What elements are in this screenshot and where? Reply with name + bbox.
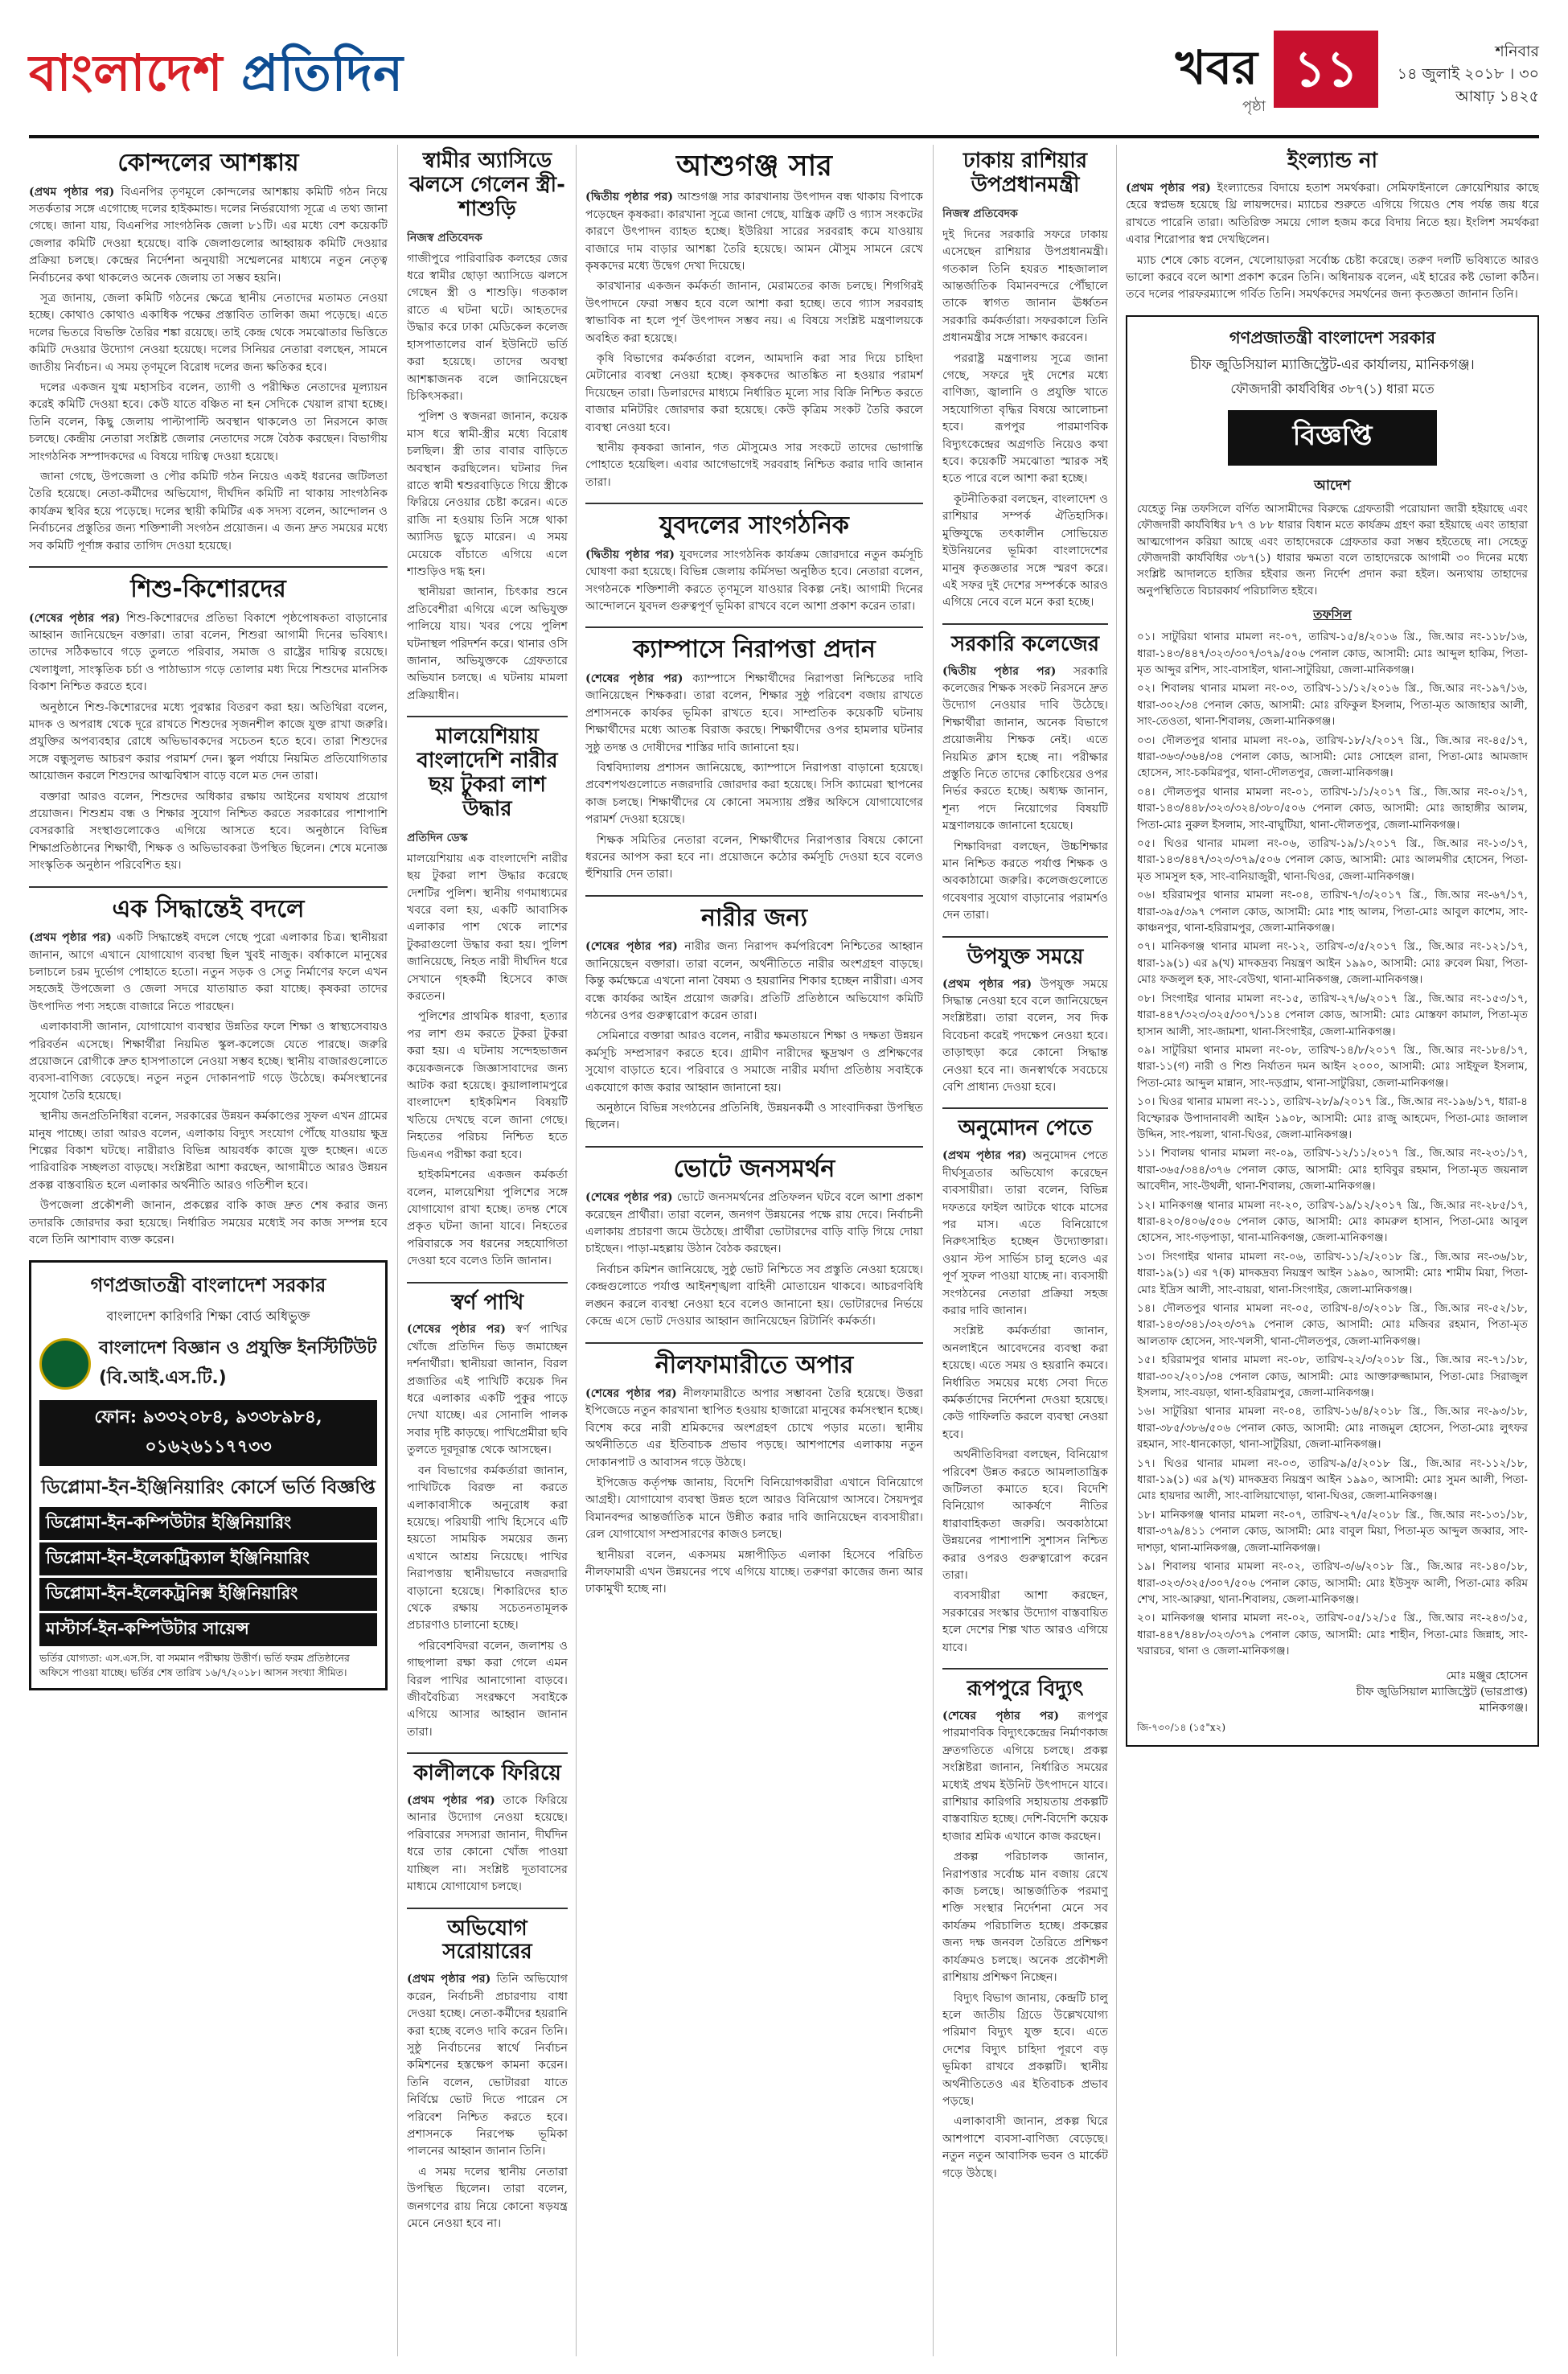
story-acid	[407, 150, 568, 704]
list-item: ০৯। সাটুরিয়া থানার মামলা নং-০৮, তারিখ-১৪/৮/২০১৭ খ্রি., জি.আর নং-১৮৪/১৭, ধারা-১১(গ) নারী ও শিশু নির্যাতন দমন আইন ২০০০, আসামী: মোঃ সাইফুল ইসলাম, পিতা-মোঃ আব্দুল মান্নান, সাং-দড়গ্রাম, থানা-সাটুরিয়া, জেলা-মানিকগঞ্জ।	[1137, 1043, 1528, 1090]
ad-affiliation: বাংলাদেশ কারিগরি শিক্ষা বোর্ড অধিভুক্ত	[106, 1308, 310, 1325]
list-item: ১০। ঘিওর থানার মামলা নং-১১, তারিখ-২৮/৯/২০১৭ খ্রি., জি.আর নং-১৯৬/১৭, ধারা-৪ বিস্ফোরক উপাদানাবলী আইন ১৯০৮, আসামী: মোঃ রাজু আহমেদ, পিতা-মোঃ জালাল উদ্দিন, সাং-পয়লা, থানা-ঘিওর, জেলা-মানিকগঞ্জ।	[1137, 1095, 1528, 1141]
page-label: পৃষ্ঠা	[1242, 98, 1266, 115]
story-divider	[585, 1342, 923, 1344]
notice-order: আদেশ	[1314, 477, 1351, 494]
story-divider	[585, 503, 923, 504]
paragraph: ইংল্যান্ডের বিদায়ে হতাশ সমর্থকরা। সেমিফাইনালে ক্রোয়েশিয়ার কাছে হেরে স্বপ্নভঙ্গ হয়েছে থ্রি লায়ন্সদের। ম্যাচের শুরুতে এগিয়ে গিয়েও শেষ পর্যন্ত জয় ধরে রাখতে পারেনি তারা। অতিরিক্ত সময়ে গোল হজম করে বিদায় নিতে হয়। ইংলিশ সমর্থকরা এবার শিরোপার স্বপ্ন দেখছিলেন।	[1126, 181, 1539, 247]
story-anumodon	[942, 1117, 1108, 1657]
story-ek-siddhanta	[29, 896, 388, 1250]
story-divider	[942, 623, 1108, 625]
story-divider	[585, 1146, 923, 1148]
list-item: ০৬। হরিরামপুর থানার মামলা নং-০৪, তারিখ-৭/৩/২০১৭ খ্রি., জি.আর নং-৬৭/১৭, ধারা-৩৯৫/৩৯৭ পেনাল কোড, আসামী: মোঃ শাহ আলম, পিতা-মোঃ আবুল কাশেম, সাং-কাঞ্চনপুর, থানা-হরিরামপুর, জেলা-মানিকগঞ্জ।	[1137, 889, 1528, 935]
story-body	[585, 1189, 923, 1330]
paragraph: জানা গেছে, উপজেলা ও পৌর কমিটি গঠন নিয়েও একই ধরনের জটিলতা তৈরি হয়েছে। নেতা-কর্মীদের অভিযোগ, দীর্ঘদিন কমিটি না থাকায় সাংগঠনিক কার্যক্রম স্থবির হয়ে পড়েছে। দলের স্থায়ী কমিটির এক সদস্য বলেন, আন্দোলন ও নির্বাচনের প্রস্তুতির জন্য শক্তিশালী সংগঠন প্রয়োজন। এ জন্য দ্রুত সময়ের মধ্যে সব কমিটি পূর্ণাঙ্গ করার তাগিদ দেওয়া হয়েছে।	[29, 470, 388, 552]
column-divider	[397, 145, 398, 2356]
list-item: ১৮। মানিকগঞ্জ থানার মামলা নং-০৭, তারিখ-২৭/৫/২০১৮ খ্রি., জি.আর নং-১৩১/১৮, ধারা-৩৭৯/৪১১ পেনাল কোড, আসামী: মোঃ বাবুল মিয়া, পিতা-মৃত আব্দুল জব্বার, সাং-দাশড়া, থানা-মানিকগঞ্জ, জেলা-মানিকগঞ্জ।	[1137, 1508, 1528, 1555]
story-headline[interactable]: স্বামীর অ্যাসিডে ঝলসে গেলেন স্ত্রী-শাশুড়ি	[409, 149, 565, 221]
list-item: ০৮। সিংগাইর থানার মামলা নং-১৫, তারিখ-২৭/৬/২০১৭ খ্রি., জি.আর নং-১৫৩/১৭, ধারা-৪৪৭/৩২৩/৩২৫/৩০৭/১১৪ পেনাল কোড, আসামী: মোঃ মোস্তফা কামাল, পিতা-মৃত হাসান আলী, সাং-জামশা, থানা-সিংগাইর, জেলা-মানিকগঞ্জ।	[1137, 992, 1528, 1038]
story-divider	[407, 1908, 568, 1909]
column-divider	[576, 145, 577, 2356]
paragraph: উপজেলা প্রকৌশলী জানান, প্রকল্পের বাকি কাজ দ্রুত শেষ করার জন্য তদারকি জোরদার করা হয়েছে। নির্ধারিত সময়ের মধ্যেই সব কাজ সম্পন্ন হবে বলে তিনি আশাবাদ ব্যক্ত করেন।	[29, 1199, 388, 1247]
ad-course-item: ডিপ্লোমা-ইন-কম্পিউটার ইঞ্জিনিয়ারিং	[39, 1507, 377, 1540]
list-item: ১৩। সিংগাইর থানার মামলা নং-০৬, তারিখ-১১/২/২০১৮ খ্রি., জি.আর নং-৩৬/১৮, ধারা-১৯(১) এর ৭(ক) মাদকদ্রব্য নিয়ন্ত্রণ আইন ১৯৯০, আসামী: মোঃ শামীম মিয়া, পিতা-মোঃ ইদ্রিস আলী, সাং-বায়রা, থানা-সিংগাইর, জেলা-মানিকগঞ্জ।	[1137, 1250, 1528, 1296]
list-item: ০৭। মানিকগঞ্জ থানার মামলা নং-১২, তারিখ-৩/৫/২০১৭ খ্রি., জি.আর নং-১২১/১৭, ধারা-১৯(১) এর ৯(খ) মাদকদ্রব্য নিয়ন্ত্রণ আইন ১৯৯০, আসামী: মোঃ রুবেল মিয়া, পিতা-মোঃ ফজলুল হক, সাং-বেউথা, থানা-মানিকগঞ্জ, জেলা-মানিকগঞ্জ।	[1137, 940, 1528, 987]
continuation-ref: (দ্বিতীয় পৃষ্ঠার পর)	[942, 664, 1057, 678]
paragraph: ক্যাম্পাসে শিক্ষার্থীদের নিরাপত্তা নিশ্চিতের দাবি জানিয়েছেন শিক্ষকরা। তারা বলেন, শিক্ষার সুষ্ঠু পরিবেশ বজায় রাখতে প্রশাসনকে কার্যকর ভূমিকা রাখতে হবে। সাম্প্রতিক কয়েকটি ঘটনায় শিক্ষার্থীদের মধ্যে আতঙ্ক বিরাজ করছে। শিক্ষার্থীদের ওপর হামলার ঘটনার সুষ্ঠু তদন্ত ও দোষীদের শাস্তির দাবি জানানো হয়।	[585, 672, 923, 754]
story-body	[942, 976, 1108, 1097]
paragraph: এ সময় দলের স্থানীয় নেতারা উপস্থিত ছিলেন। তারা বলেন, জনগণের রায় নিয়ে কোনো ষড়যন্ত্র মেনে নেওয়া হবে না।	[407, 2165, 568, 2230]
list-item: ০২। শিবালয় থানার মামলা নং-০৩, তারিখ-১১/১২/২০১৬ খ্রি., জি.আর নং-১৯৭/১৬, ধারা-৩০২/৩৪ পেনাল কোড, আসামী: মোঃ রফিকুল ইসলাম, পিতা-মৃত আজাহার আলী, সাং-তেওতা, থানা-শিবালয়, জেলা-মানিকগঞ্জ।	[1137, 682, 1528, 729]
story-body	[29, 184, 388, 556]
story-body	[585, 671, 923, 884]
story-nilphamari	[585, 1352, 923, 1599]
story-divider	[407, 1752, 568, 1754]
column-1	[29, 145, 388, 2356]
section-title: খবর	[1175, 40, 1258, 95]
paragraph: প্রকল্প পরিচালক জানান, নিরাপত্তার সর্বোচ্চ মান বজায় রেখে কাজ চলছে। আন্তর্জাতিক পরমাণু শক্তি সংস্থার নির্দেশনা মেনে সব কার্যক্রম পরিচালিত হচ্ছে। প্রকল্পের জন্য দক্ষ জনবল তৈরিতে প্রশিক্ষণ কার্যক্রমও চলছে। অনেক প্রকৌশলী রাশিয়ায় প্রশিক্ষণ নিচ্ছেন।	[942, 1850, 1108, 1985]
paragraph: শিশু-কিশোরদের প্রতিভা বিকাশে পৃষ্ঠপোষকতা বাড়ানোর আহ্বান জানিয়েছেন বক্তারা। তারা বলেন, শিশুরা আগামী দিনের ভবিষ্যৎ। তাদের সঠিকভাবে গড়ে তুলতে পরিবার, সমাজ ও রাষ্ট্রের দায়িত্ব রয়েছে। খেলাধুলা, সাংস্কৃতিক চর্চা ও পাঠাভ্যাস গড়ে তোলার মধ্য দিয়ে শিশুদের মানসিক বিকাশ নিশ্চিত করতে হবে।	[29, 611, 388, 694]
paragraph: আশুগঞ্জ সার কারখানায় উৎপাদন বন্ধ থাকায় বিপাকে পড়েছেন কৃষকরা। কারখানা সূত্রে জানা গেছে, যান্ত্রিক ত্রুটি ও গ্যাস সংকটের কারণে উৎপাদন ব্যাহত হচ্ছে। ইউরিয়া সারের সরবরাহ কমে যাওয়ায় বাজারে দাম বাড়ার আশঙ্কা তৈরি হয়েছে। আমন মৌসুম সামনে রেখে কৃষকদের মধ্যে উদ্বেগ দেখা দিয়েছে।	[585, 191, 923, 273]
story-body	[942, 1708, 1108, 2183]
story-headline[interactable]: আশুগঞ্জ সার	[676, 150, 832, 183]
story-malaysia	[407, 725, 568, 1270]
story-headline[interactable]: শিশু-কিশোরদের	[130, 575, 286, 604]
notice-tag: বিজ্ঞপ্তি	[1228, 410, 1437, 466]
ad-gov-title: গণপ্রজাতন্ত্রী বাংলাদেশ সরকার	[90, 1274, 326, 1297]
continuation-ref: (দ্বিতীয় পৃষ্ঠার পর)	[585, 191, 674, 204]
paragraph: অনুষ্ঠানে বিভিন্ন সংগঠনের প্রতিনিধি, উন্নয়নকর্মী ও সাংবাদিকরা উপস্থিত ছিলেন।	[585, 1101, 923, 1132]
issue-full-date: ১৪ জুলাই ২০১৮ । ৩০ আষাঢ় ১৪২৫	[1397, 65, 1539, 105]
continuation-ref: (প্রথম পৃষ্ঠার পর)	[1126, 181, 1211, 195]
paragraph: অনুষ্ঠানে শিশু-কিশোরদের মধ্যে পুরস্কার বিতরণ করা হয়। অতিথিরা বলেন, মাদক ও অপরাধ থেকে দূরে রাখতে শিশুদের সৃজনশীল কাজে যুক্ত রাখা জরুরি। প্রযুক্তির অপব্যবহার রোধে অভিভাবকদের সচেতন হতে হবে। তারা শিশুদের সঙ্গে বন্ধুসুলভ আচরণ করার পরামর্শ দেন। স্কুল পর্যায়ে নিয়মিত প্রতিযোগিতার আয়োজন করলে শিশুদের আত্মবিশ্বাস বাড়ে বলে মত দেন তারা।	[29, 700, 388, 783]
paragraph: কৃষি বিভাগের কর্মকর্তারা বলেন, আমদানি করা সার দিয়ে চাহিদা মেটানোর ব্যবস্থা নেওয়া হচ্ছে। কৃষকদের আতঙ্কিত না হওয়ার পরামর্শ দিয়েছেন তারা। ডিলারদের মাধ্যমে নির্ধারিত মূল্যে সার বিক্রি নিশ্চিত করতে বাজার মনিটরিং জোরদার করা হয়েছে। কেউ কৃত্রিম সংকট তৈরি করলে ব্যবস্থা নেওয়া হবে।	[585, 352, 923, 434]
issue-day: শনিবার	[1495, 43, 1539, 60]
story-headline[interactable]: ভোটে জনসমর্থন	[673, 1154, 835, 1183]
court-notice[interactable]	[1126, 315, 1539, 1747]
story-body	[407, 251, 568, 705]
signer-place: মানিকগঞ্জ।	[1479, 1701, 1528, 1715]
story-body	[407, 851, 568, 1271]
story-headline[interactable]: ঢাকায় রাশিয়ার উপপ্রধানমন্ত্রী	[963, 149, 1088, 197]
paragraph: রূপপুর পারমাণবিক বিদ্যুৎকেন্দ্রের নির্মাণকাজ দ্রুতগতিতে এগিয়ে চলছে। প্রকল্প সংশ্লিষ্টরা জানান, নির্ধারিত সময়ের মধ্যেই প্রথম ইউনিট উৎপাদনে যাবে। রাশিয়ার কারিগরি সহায়তায় প্রকল্পটি বাস্তবায়িত হচ্ছে। দেশি-বিদেশি কয়েক হাজার শ্রমিক এখানে কাজ করছেন।	[942, 1710, 1108, 1843]
story-byline: নিজস্ব প্রতিবেদক	[942, 207, 1018, 220]
story-divider	[942, 936, 1108, 938]
paragraph: কারখানার একজন কর্মকর্তা জানান, মেরামতের কাজ চলছে। শিগগিরই উৎপাদনে ফেরা সম্ভব হবে বলে আশা করা হচ্ছে। তবে গ্যাস সরবরাহ স্বাভাবিক না হলে পূর্ণ উৎপাদন সম্ভব নয়। এ বিষয়ে সংশ্লিষ্ট মন্ত্রণালয়কে অবহিত করা হয়েছে।	[585, 280, 923, 345]
logo-part-a: বাংলাদেশ	[29, 43, 242, 102]
story-divider	[407, 1282, 568, 1284]
notice-signature	[1137, 1668, 1528, 1716]
ad-course-title: ডিপ্লোমা-ইন-ইঞ্জিনিয়ারিং কোর্সে ভর্তি বিজ্ঞপ্তি	[41, 1477, 376, 1499]
ad-fine-print: ভর্তির যোগ্যতা: এস.এস.সি. বা সমমান পরীক্ষায় উত্তীর্ণ। ভর্তি ফরম প্রতিষ্ঠানের অফিসে পাওয়া যাচ্ছে। ভর্তির শেষ তারিখ ১৬/৭/২০১৮। আসন সংখ্যা সীমিত।	[39, 1652, 350, 1679]
story-russia	[942, 150, 1108, 612]
continuation-ref: (শেষের পৃষ্ঠার পর)	[407, 1323, 506, 1337]
paragraph: তাকে ফিরিয়ে আনার উদ্যোগ নেওয়া হয়েছে। পরিবারের সদস্যরা জানান, দীর্ঘদিন ধরে তার কোনো খোঁজ পাওয়া যাচ্ছিল না। সংশ্লিষ্ট দূতাবাসের মাধ্যমে যোগাযোগ চলছে।	[407, 1794, 568, 1894]
story-divider	[29, 566, 388, 568]
column-3	[585, 145, 923, 2356]
story-headline[interactable]: নারীর জন্য	[700, 903, 808, 932]
story-divider	[585, 895, 923, 897]
paragraph: ইপিজেড কর্তৃপক্ষ জানায়, বিদেশি বিনিয়োগকারীরা এখানে বিনিয়োগে আগ্রহী। যোগাযোগ ব্যবস্থা উন্নত হলে আরও বিনিয়োগ আসবে। সৈয়দপুর বিমানবন্দর আন্তর্জাতিক মানে উন্নীত করার দাবি জানিয়েছেন ব্যবসায়ীরা। রেল যোগাযোগ সম্প্রসারণের কাজও চলছে।	[585, 1477, 923, 1542]
list-item: ০৩। দৌলতপুর থানার মামলা নং-০৯, তারিখ-১৮/২/২০১৭ খ্রি., জি.আর নং-৪৫/১৭, ধারা-৩৬৩/৩৬৪/৩৪ পেনাল কোড, আসামী: মোঃ সোহেল রানা, পিতা-মোঃ আমজাদ হোসেন, সাং-চকমিরপুর, থানা-দৌলতপুর, জেলা-মানিকগঞ্জ।	[1137, 733, 1528, 780]
paragraph: হাইকমিশনের একজন কর্মকর্তা বলেন, মালয়েশিয়া পুলিশের সঙ্গে যোগাযোগ রাখা হচ্ছে। তদন্ত শেষে প্রকৃত ঘটনা জানা যাবে। নিহতের পরিবারকে সব ধরনের সহযোগিতা দেওয়া হবে বলেও তিনি জানান।	[407, 1169, 568, 1268]
paragraph: পুলিশ ও স্বজনরা জানান, কয়েক মাস ধরে স্বামী-স্ত্রীর মধ্যে বিরোধ চলছিল। স্ত্রী তার বাবার বাড়িতে অবস্থান করছিলেন। ঘটনার দিন রাতে স্বামী শ্বশুরবাড়িতে গিয়ে স্ত্রীকে ফিরিয়ে নেওয়ার চেষ্টা করেন। এতে রাজি না হওয়ায় তিনি সঙ্গে থাকা অ্যাসিড ছুড়ে মারেন। এ সময় মেয়েকে বাঁচাতে এগিয়ে এলে শাশুড়িও দগ্ধ হন।	[407, 410, 568, 578]
story-body	[942, 1148, 1108, 1657]
story-headline[interactable]: রূপপুরে বিদ্যুৎ	[967, 1677, 1084, 1702]
column-2	[407, 145, 568, 2356]
paragraph: দুই দিনের সরকারি সফরে ঢাকায় এসেছেন রাশিয়ার উপপ্রধানমন্ত্রী। গতকাল তিনি হযরত শাহজালাল আন্তর্জাতিক বিমানবন্দরে পৌঁছালে তাকে স্বাগত জানান ঊর্ধ্বতন সরকারি কর্মকর্তারা। সফরকালে তিনি প্রধানমন্ত্রীর সঙ্গে সাক্ষাৎ করবেন।	[942, 228, 1108, 345]
signer-name: মোঃ মঞ্জুর হোসেন	[1446, 1669, 1528, 1682]
notice-schedule	[1137, 629, 1528, 1659]
story-headline[interactable]: অনুমোদন পেতে	[958, 1116, 1093, 1141]
continuation-ref: (প্রথম পৃষ্ঠার পর)	[407, 1973, 491, 1986]
story-headline[interactable]: নীলফামারীতে অপার	[655, 1350, 854, 1379]
paragraph: স্বর্ণ পাখির খোঁজে প্রতিদিন ভিড় জমাচ্ছেন দর্শনার্থীরা। স্থানীয়রা জানান, বিরল প্রজাতির এই পাখিটি কয়েক দিন ধরে এলাকার একটি পুকুর পাড়ে দেখা যাচ্ছে। এর সোনালি পালক সবার দৃষ্টি কাড়ছে। পাখিপ্রেমীরা ছবি তুলতে দূরদূরান্ত থেকে আসছেন।	[407, 1323, 568, 1457]
story-headline[interactable]: উপযুক্ত সময়ে	[967, 944, 1084, 969]
notice-schedule-title: তফসিল	[1313, 607, 1352, 622]
paragraph: স্থানীয় কৃষকরা জানান, গত মৌসুমেও সার সংকটে তাদের ভোগান্তি পোহাতে হয়েছিল। এবার আগেভাগেই সরবরাহ নিশ্চিত করার দাবি জানান তারা।	[585, 442, 923, 489]
continuation-ref: (প্রথম পৃষ্ঠার পর)	[29, 185, 115, 199]
list-item: ১৬। সাটুরিয়া থানার মামলা নং-০৪, তারিখ-১৬/৪/২০১৮ খ্রি., জি.আর নং-৯৩/১৮, ধারা-৩৮৫/৩৮৬/৫০৬ পেনাল কোড, আসামী: মোঃ নাজমুল হোসেন, পিতা-মোঃ লুৎফর রহমান, সাং-ধানকোড়া, থানা-সাটুরিয়া, জেলা-মানিকগঞ্জ।	[1137, 1405, 1528, 1452]
story-body	[585, 547, 923, 616]
paragraph: স্থানীয় জনপ্রতিনিধিরা বলেন, সরকারের উন্নয়ন কর্মকাণ্ডের সুফল এখন গ্রামের মানুষ পাচ্ছে। তারা আরও বলেন, এলাকায় বিদ্যুৎ সংযোগ পৌঁছে যাওয়ায় ক্ষুদ্র শিল্পের বিকাশ ঘটছে। নারীরাও বিভিন্ন আয়বর্ধক কাজে যুক্ত হচ্ছেন। এতে পারিবারিক সচ্ছলতা বাড়ছে। সংশ্লিষ্টরা আশা করছেন, আগামীতে আরও উন্নয়ন প্রকল্প বাস্তবায়িত হলে এলাকার অর্থনীতি আরও গতিশীল হবে।	[29, 1110, 388, 1192]
story-body	[585, 939, 923, 1134]
story-vote	[585, 1156, 923, 1331]
column-divider	[1116, 145, 1117, 2356]
list-item: ১১। শিবালয় থানার মামলা নং-০৯, তারিখ-১২/১১/২০১৭ খ্রি., জি.আর নং-২৩১/১৭, ধারা-৩৬৫/৩৪৪/৩৭৬ পেনাল কোড, আসামী: মোঃ হাবিবুর রহমান, পিতা-মৃত জয়নাল আবেদীন, সাং-উথলী, থানা-শিবালয়, জেলা-মানিকগঞ্জ।	[1137, 1147, 1528, 1193]
story-body	[407, 1321, 568, 1741]
ad-course-item: মাস্টার্স-ইন-কম্পিউটার সায়েন্স	[39, 1613, 377, 1646]
story-divider	[29, 886, 388, 888]
story-swarna-pakhi	[407, 1292, 568, 1742]
paragraph: কূটনীতিকরা বলছেন, বাংলাদেশ ও রাশিয়ার সম্পর্ক ঐতিহাসিক। মুক্তিযুদ্ধে তৎকালীন সোভিয়েত ইউনিয়নের ভূমিকা বাংলাদেশের মানুষ কৃতজ্ঞতার সঙ্গে স্মরণ করে। এই সফর দুই দেশের সম্পর্ককে আরও এগিয়ে নেবে বলে মনে করা হচ্ছে।	[942, 492, 1108, 610]
paragraph: গাজীপুরে পারিবারিক কলহের জের ধরে স্বামীর ছোড়া অ্যাসিডে ঝলসে গেছেন স্ত্রী ও শাশুড়ি। গতকাল রাতে এ ঘটনা ঘটে। আহতদের উদ্ধার করে ঢাকা মেডিকেল কলেজ হাসপাতালের বার্ন ইউনিটে ভর্তি করা হয়েছে। তাদের অবস্থা আশঙ্কাজনক বলে জানিয়েছেন চিকিৎসকরা।	[407, 252, 568, 403]
paragraph: সেমিনারে বক্তারা আরও বলেন, নারীর ক্ষমতায়নে শিক্ষা ও দক্ষতা উন্নয়ন কর্মসূচি সম্প্রসারণ করতে হবে। গ্রামীণ নারীদের ক্ষুদ্রঋণ ও প্রশিক্ষণের সুযোগ বাড়াতে হবে। পরিবারে ও সমাজে নারীর মর্যাদা প্রতিষ্ঠায় সবাইকে একযোগে কাজ করার আহ্বান জানানো হয়।	[585, 1029, 923, 1095]
story-headline[interactable]: যুবদলের সাংগঠনিক	[659, 511, 849, 540]
story-divider	[942, 1107, 1108, 1109]
masthead	[29, 16, 1539, 137]
list-item: ০৪। দৌলতপুর থানার মামলা নং-০১, তারিখ-১/১/২০১৭ খ্রি., জি.আর নং-০২/১৭, ধারা-১৪৩/৪৪৮/৩২৩/৩২৪/৩৮০/৫০৬ পেনাল কোড, আসামী: মোঃ জাহাঙ্গীর আলম, পিতা-মোঃ নুরুল ইসলাম, সাং-বাঘুটিয়া, থানা-দৌলতপুর, জেলা-মানিকগঞ্জ।	[1137, 785, 1528, 832]
paragraph: ব্যবসায়ীরা আশা করছেন, সরকারের সংস্কার উদ্যোগ বাস্তবায়িত হলে দেশের শিল্প খাত আরও এগিয়ে যাবে।	[942, 1589, 1108, 1654]
continuation-ref: (প্রথম পৃষ্ঠার পর)	[407, 1794, 495, 1808]
story-england	[1126, 150, 1539, 304]
paragraph: বক্তারা আরও বলেন, শিশুদের অধিকার রক্ষায় আইনের যথাযথ প্রয়োগ প্রয়োজন। শিশুশ্রম বন্ধ ও শিক্ষার সুযোগ নিশ্চিত করতে সরকারের পাশাপাশি বেসরকারি সংস্থাগুলোকেও এগিয়ে আসতে হবে। অনুষ্ঠানে বিভিন্ন শিক্ষাপ্রতিষ্ঠানের শিক্ষার্থী, শিক্ষক ও অভিভাবকরা উপস্থিত ছিলেন। শেষে মনোজ্ঞ সাংস্কৃতিক অনুষ্ঠান পরিবেশিত হয়।	[29, 790, 388, 873]
list-item: ১৭। ঘিওর থানার মামলা নং-০৩, তারিখ-৯/৫/২০১৮ খ্রি., জি.আর নং-১১২/১৮, ধারা-১৯(১) এর ৯(খ) মাদকদ্রব্য নিয়ন্ত্রণ আইন ১৯৯০, আসামী: মোঃ সুমন আলী, পিতা-মোঃ হায়দার আলী, সাং-বালিয়াখোড়া, থানা-ঘিওর, জেলা-মানিকগঞ্জ।	[1137, 1456, 1528, 1503]
story-headline[interactable]: কালীলকে ফিরিয়ে	[413, 1761, 561, 1786]
story-body	[942, 663, 1108, 925]
story-jubodal	[585, 512, 923, 615]
story-divider	[942, 1668, 1108, 1670]
paragraph: বিএনপির তৃণমূলে কোন্দলের আশঙ্কায় কমিটি গঠন নিয়ে সতর্কতার সঙ্গে এগোচ্ছে দলের হাইকমান্ড। দলের নির্ভরযোগ্য সূত্রে এ তথ্য জানা গেছে। জানা যায়, বিএনপির সাংগঠনিক জেলা ৮১টি। এর মধ্যে বেশ কয়েকটি জেলার কমিটি দেওয়া হয়েছে। বাকি জেলাগুলোর আহ্বায়ক কমিটি দেওয়ার প্রক্রিয়া চলছে। কেন্দ্রের নির্দেশনা অনুযায়ী সম্মেলনের মাধ্যমে নতুন নেতৃত্ব নির্বাচনের কথা থাকলেও অনেক জেলায় তা সম্ভব হয়নি।	[29, 185, 388, 285]
list-item: ১৯। শিবালয় থানার মামলা নং-০২, তারিখ-৩/৬/২০১৮ খ্রি., জি.আর নং-১৪০/১৮, ধারা-৩২৩/৩২৫/৩০৭/৫০৬ পেনাল কোড, আসামী: মোঃ ইউসুফ আলী, পিতা-মোঃ করিম শেখ, সাং-আরুয়া, থানা-শিবালয়, জেলা-মানিকগঞ্জ।	[1137, 1560, 1528, 1606]
continuation-ref: (শেষের পৃষ্ঠার পর)	[585, 1191, 673, 1205]
list-item: ১২। মানিকগঞ্জ থানার মামলা নং-২০, তারিখ-১৯/১২/২০১৭ খ্রি., জি.আর নং-২৮৫/১৭, ধারা-৪২০/৪০৬/৫০৬ পেনাল কোড, আসামী: মোঃ কামরুল হাসান, পিতা-মোঃ আবুল হোসেন, সাং-গড়পাড়া, থানা-মানিকগঞ্জ, জেলা-মানিকগঞ্জ।	[1137, 1198, 1528, 1245]
issue-date	[1386, 40, 1539, 108]
paragraph: বিদ্যুৎ বিভাগ জানায়, কেন্দ্রটি চালু হলে জাতীয় গ্রিডে উল্লেখযোগ্য পরিমাণ বিদ্যুৎ যুক্ত হবে। এতে দেশের বিদ্যুৎ চাহিদা পূরণে বড় ভূমিকা রাখবে প্রকল্পটি। স্থানীয় অর্থনীতিতেও এর ইতিবাচক প্রভাব পড়ছে।	[942, 1991, 1108, 2108]
paragraph: দলের একজন যুগ্ম মহাসচিব বলেন, ত্যাগী ও পরীক্ষিত নেতাদের মূল্যায়ন করেই কমিটি দেওয়া হবে। কেউ যাতে বঞ্চিত না হন সেদিকে খেয়াল রাখা হচ্ছে। তিনি বলেন, কিছু জেলায় পাল্টাপাল্টি অবস্থান থাকলেও তা নিরসনে কাজ চলছে। কেন্দ্রীয় নেতারা সংশ্লিষ্ট জেলার নেতাদের সঙ্গে বৈঠক করছেন। বিভাগীয় সাংগঠনিক সম্পাদকদের এ বিষয়ে দায়িত্ব দেওয়া হয়েছে।	[29, 380, 388, 463]
list-item: ০৫। ঘিওর থানার মামলা নং-০৬, তারিখ-১৯/১/২০১৭ খ্রি., জি.আর নং-১৩/১৭, ধারা-১৪৩/৪৪৭/৩২৩/৩৭৯/৫০৬ পেনাল কোড, আসামী: মোঃ আলমগীর হোসেন, পিতা-মৃত সামসুল হক, সাং-বানিয়াজুরী, থানা-ঘিওর, জেলা-মানিকগঞ্জ।	[1137, 837, 1528, 883]
notice-office: চীফ জুডিসিয়াল ম্যাজিস্ট্রেট-এর কার্যালয়, মানিকগঞ্জ।	[1190, 356, 1475, 373]
story-campus	[585, 636, 923, 883]
logo-part-b: প্রতিদিন	[241, 43, 404, 102]
list-item: ০১। সাটুরিয়া থানার মামলা নং-০৭, তারিখ-১৫/৪/২০১৬ খ্রি., জি.আর নং-১১৮/১৬, ধারা-১৪৩/৪৪৭/৩২৩/৩০৭/৩৭৯/৫০৬ পেনাল কোড, আসামী: মোঃ আব্দুল হাকিম, পিতা-মৃত আব্দুর রশিদ, সাং-বাসাইল, থানা-সাটুরিয়া, জেলা-মানিকগঞ্জ।	[1137, 630, 1528, 676]
paragraph: সংশ্লিষ্ট কর্মকর্তারা জানান, অনলাইনে আবেদনের ব্যবস্থা করা হয়েছে। এতে সময় ও হয়রানি কমবে। নির্ধারিত সময়ের মধ্যে সেবা দিতে কর্মকর্তাদের নির্দেশনা দেওয়া হয়েছে। কেউ গাফিলতি করলে ব্যবস্থা নেওয়া হবে।	[942, 1325, 1108, 1441]
story-body	[1126, 180, 1539, 304]
ad-course-item: ডিপ্লোমা-ইন-ইলেকট্রিক্যাল ইঞ্জিনিয়ারিং	[39, 1542, 377, 1575]
column-divider	[933, 145, 934, 2356]
story-byline: প্রতিদিন ডেস্ক	[407, 831, 468, 844]
story-body	[29, 930, 388, 1249]
story-headline[interactable]: কোন্দলের আশঙ্কায়	[117, 149, 299, 177]
story-kalil	[407, 1762, 568, 1896]
paragraph: নির্বাচন কমিশন জানিয়েছে, সুষ্ঠু ভোট নিশ্চিতে সব প্রস্তুতি নেওয়া হয়েছে। কেন্দ্রগুলোতে পর্যাপ্ত আইনশৃঙ্খলা বাহিনী মোতায়েন থাকবে। আচরণবিধি লঙ্ঘন করলে ব্যবস্থা নেওয়া হবে বলেও জানানো হয়। ভোটারদের নির্ভয়ে কেন্দ্রে এসে ভোট দেওয়ার আহ্বান জানিয়েছেন রিটার্নিং কর্মকর্তা।	[585, 1263, 923, 1329]
paragraph: অনুমোদন পেতে দীর্ঘসূত্রতার অভিযোগ করেছেন ব্যবসায়ীরা। তারা বলেন, বিভিন্ন দফতরে ফাইল আটকে থাকে মাসের পর মাস। এতে বিনিয়োগে নিরুৎসাহিত হচ্ছেন উদ্যোক্তারা। ওয়ান স্টপ সার্ভিস চালু হলেও এর পূর্ণ সুফল পাওয়া যাচ্ছে না। ব্যবসায়ী সংগঠনের নেতারা প্রক্রিয়া সহজ করার দাবি জানান।	[942, 1149, 1108, 1317]
story-headline[interactable]: সরকারি কলেজের	[950, 631, 1100, 656]
story-sarowar	[407, 1917, 568, 2233]
paragraph: এলাকাবাসী জানান, প্রকল্প ঘিরে আশপাশে ব্যবসা-বাণিজ্য বেড়েছে। নতুন নতুন আবাসিক ভবন ও মার্কেট গড়ে উঠছে।	[942, 2115, 1108, 2180]
paragraph: স্থানীয়রা জানান, চিৎকার শুনে প্রতিবেশীরা এগিয়ে এলে অভিযুক্ত পালিয়ে যায়। খবর পেয়ে পুলিশ ঘটনাস্থল পরিদর্শন করে। থানার ওসি জানান, অভিযুক্তকে গ্রেফতারে অভিযান চলছে। এ ঘটনায় মামলা প্রক্রিয়াধীন।	[407, 585, 568, 702]
paragraph: একটি সিদ্ধান্তেই বদলে গেছে পুরো এলাকার চিত্র। স্থানীয়রা জানান, আগে এখানে যোগাযোগ ব্যবস্থা ছিল খুবই নাজুক। বর্ষাকালে মানুষের চলাচলে চরম দুর্ভোগ পোহাতে হতো। নতুন সড়ক ও সেতু নির্মাণের ফলে এখন সহজেই উপজেলা ও জেলা সদরে যাতায়াত করা যাচ্ছে। কৃষকরা তাদের উৎপাদিত পণ্য সহজে বাজারে নিতে পারছেন।	[29, 931, 388, 1013]
list-item: ২০। মানিকগঞ্জ থানার মামলা নং-০২, তারিখ-০৫/১২/১৫ খ্রি., জি.আর নং-২৪৩/১৫, ধারা-৪৪৭/৪৪৮/৩২৩/৩৭৯ পেনাল কোড, আসামী: মোঃ শাহীন, পিতা-মোঃ জিন্নাহ, সাং-খরারচর, থানা ও জেলা-মানিকগঞ্জ।	[1137, 1612, 1528, 1658]
notice-gov-title: গণপ্রজাতন্ত্রী বাংলাদেশ সরকার	[1229, 327, 1436, 347]
ad-phone: ফোন: ৯৩৩২০৮৪, ৯৩৩৮৯৮৪, ০১৬২৬১১৭৭৩৩	[39, 1400, 377, 1466]
story-headline[interactable]: ক্যাম্পাসে নিরাপত্তা প্রদান	[633, 635, 876, 664]
story-govt-college	[942, 633, 1108, 925]
paragraph: সরকারি কলেজের শিক্ষক সংকট নিরসনে দ্রুত উদ্যোগ নেওয়ার দাবি উঠেছে। শিক্ষার্থীরা জানান, অনেক বিভাগে প্রয়োজনীয় শিক্ষক নেই। এতে নিয়মিত ক্লাস হচ্ছে না। পরীক্ষার প্রস্তুতি নিতে তাদের কোচিংয়ের ওপর নির্ভর করতে হচ্ছে। অধ্যক্ষ জানান, শূন্য পদে নিয়োগের বিষয়টি মন্ত্রণালয়কে জানানো হয়েছে।	[942, 664, 1108, 833]
story-headline[interactable]: অভিযোগ সরোয়ারের	[442, 1916, 532, 1965]
institute-name: বাংলাদেশ বিজ্ঞান ও প্রযুক্তি ইনস্টিটিউট (বি.আই.এস.টি.)	[99, 1338, 377, 1389]
paragraph: নারীর জন্য নিরাপদ কর্মপরিবেশ নিশ্চিতের আহ্বান জানিয়েছেন বক্তারা। তারা বলেন, অর্থনীতিতে নারীর অংশগ্রহণ বাড়ছে। কিন্তু কর্মক্ষেত্রে এখনো নানা বৈষম্য ও হয়রানির শিকার হচ্ছেন নারীরা। এসব বন্ধে কার্যকর আইন প্রয়োগ জরুরি। প্রতিটি প্রতিষ্ঠানে অভিযোগ কমিটি গঠনের ওপর গুরুত্বারোপ করেন তারা।	[585, 940, 923, 1022]
paragraph: বিশ্ববিদ্যালয় প্রশাসন জানিয়েছে, ক্যাম্পাসে নিরাপত্তা বাড়ানো হয়েছে। প্রবেশপথগুলোতে নজরদারি জোরদার করা হয়েছে। সিসি ক্যামেরা স্থাপনের কাজ চলছে। শিক্ষার্থীদের যে কোনো সমস্যায় প্রক্টর অফিসে যোগাযোগের পরামর্শ দেওয়া হয়েছে।	[585, 761, 923, 827]
continuation-ref: (শেষের পৃষ্ঠার পর)	[29, 611, 121, 625]
paragraph: তিনি অভিযোগ করেন, নির্বাচনী প্রচারণায় বাধা দেওয়া হচ্ছে। নেতা-কর্মীদের হয়রানি করা হচ্ছে বলেও দাবি করেন তিনি। সুষ্ঠু নির্বাচনের স্বার্থে নির্বাচন কমিশনের হস্তক্ষেপ কামনা করেন। তিনি বলেন, ভোটাররা যাতে নির্বিঘ্নে ভোট দিতে পারেন সে পরিবেশ নিশ্চিত করতে হবে। প্রশাসনকে নিরপেক্ষ ভূমিকা পালনের আহ্বান জানান তিনি।	[407, 1973, 568, 2158]
story-divider	[585, 626, 923, 628]
story-divider	[407, 716, 568, 717]
story-kondol	[29, 150, 388, 555]
notice-code: জি-৭৩০/১৪ (১৫"x২)	[1137, 1721, 1226, 1733]
continuation-ref: (প্রথম পৃষ্ঠার পর)	[942, 1149, 1028, 1163]
story-body	[942, 227, 1108, 612]
story-headline[interactable]: এক সিদ্ধান্তেই বদলে	[112, 894, 305, 923]
story-rooppur	[942, 1678, 1108, 2183]
paragraph: পররাষ্ট্র মন্ত্রণালয় সূত্রে জানা গেছে, সফরে দুই দেশের মধ্যে বাণিজ্য, জ্বালানি ও প্রযুক্তি খাতে সহযোগিতা বৃদ্ধির বিষয়ে আলোচনা হবে। রূপপুর পারমাণবিক বিদ্যুৎকেন্দ্রের অগ্রগতি নিয়েও কথা হবে। কয়েকটি সমঝোতা স্মারক সই হতে পারে বলে আশা করা হচ্ছে।	[942, 351, 1108, 486]
paragraph: সূত্র জানায়, জেলা কমিটি গঠনের ক্ষেত্রে স্থানীয় নেতাদের মতামত নেওয়া হচ্ছে। কোথাও কোথাও একাধিক পক্ষের প্রস্তাবিত তালিকা জমা পড়েছে। এতে দলের ভিতরে বিভক্তি তৈরির শঙ্কা রয়েছে। তাই কেন্দ্র থেকে সমঝোতার ভিত্তিতে কমিটি দেওয়ার উদ্যোগ নেওয়া হয়েছে। দলের সিনিয়র নেতারা বলছেন, সামনে জাতীয় নির্বাচন। এ সময় তৃণমূলে বিরোধ দলের জন্য ক্ষতিকর হবে।	[29, 291, 388, 374]
paragraph: ম্যাচ শেষে কোচ বলেন, খেলোয়াড়রা সর্বোচ্চ চেষ্টা করেছে। তরুণ দলটি ভবিষ্যতে আরও ভালো করবে বলে আশা প্রকাশ করেন তিনি। অধিনায়ক বলেন, এই হারের কষ্ট ভোলা কঠিন। তবে দলের পারফরম্যান্সে গর্বিত তিনি। সমর্থকদের সমর্থনের জন্য কৃতজ্ঞতা জানান তিনি।	[1126, 253, 1539, 302]
continuation-ref: (শেষের পৃষ্ঠার পর)	[942, 1710, 1060, 1723]
column-5	[1126, 145, 1539, 2356]
paragraph: স্থানীয়রা বলেন, একসময় মঙ্গাপীড়িত এলাকা হিসেবে পরিচিত নীলফামারী এখন উন্নয়নের পথে এগিয়ে যাচ্ছে। তরুণরা কাজের জন্য আর ঢাকামুখী হচ্ছে না।	[585, 1548, 923, 1596]
continuation-ref: (দ্বিতীয় পৃষ্ঠার পর)	[585, 548, 675, 561]
paragraph: মালয়েশিয়ায় এক বাংলাদেশি নারীর ছয় টুকরা লাশ উদ্ধার করেছে দেশটির পুলিশ। স্থানীয় গণমাধ্যমের খবরে বলা হয়, একটি আবাসিক এলাকার পাশ থেকে লাশের টুকরাগুলো উদ্ধার করা হয়। পুলিশ জানিয়েছে, নিহত নারী দীর্ঘদিন ধরে সেখানে গৃহকর্মী হিসেবে কাজ করতেন।	[407, 852, 568, 1004]
notice-intro: যেহেতু নিম্ন তফসিলে বর্ণিত আসামীদের বিরুদ্ধে গ্রেফতারী পরোয়ানা জারী হইয়াছে এবং ফৌজদারী কার্যবিধির ৮৭ ও ৮৮ ধারার বিধান মতে কার্যক্রম গ্রহণ করা হইয়াছে এবং তাহারা আত্মগোপন করিয়া আছে এবং তাহাদেরকে গ্রেফতার করা সম্ভব হইতেছে না। সেহেতু ফৌজদারী কার্যবিধির ৩৮৭(১) ধারার ক্ষমতা বলে তাহাদেরকে আগামী ৩০ দিনের মধ্যে সংশ্লিষ্ট আদালতে হাজির হইবার জন্য নির্দেশ প্রদান করা হইল। অন্যথায় তাহাদের অনুপস্থিতিতে বিচারকার্য পরিচালিত হইবে।	[1137, 502, 1528, 598]
continuation-ref: (শেষের পৃষ্ঠার পর)	[585, 1387, 677, 1401]
column-4	[942, 145, 1108, 2356]
story-shishu	[29, 576, 388, 875]
paragraph: এলাকাবাসী জানান, যোগাযোগ ব্যবস্থার উন্নতির ফলে শিক্ষা ও স্বাস্থ্যসেবায়ও পরিবর্তন এসেছে। শিক্ষার্থীরা নিয়মিত স্কুল-কলেজে যেতে পারছে। জরুরি প্রয়োজনে রোগীকে দ্রুত হাসপাতালে নেওয়া সম্ভব হচ্ছে। স্থানীয় বাজারগুলোতে ব্যবসা-বাণিজ্য বেড়েছে। নতুন নতুন দোকানপাট গড়ে উঠেছে। কর্মসংস্থানের সুযোগ তৈরি হয়েছে।	[29, 1021, 388, 1103]
story-upojukto	[942, 946, 1108, 1097]
paragraph: শিক্ষক সমিতির নেতারা বলেন, শিক্ষার্থীদের নিরাপত্তার বিষয়ে কোনো ধরনের আপস করা হবে না। প্রয়োজনে কঠোর কর্মসূচি দেওয়া হবে বলেও হুঁশিয়ারি দেন তারা।	[585, 833, 923, 881]
masthead-rule	[29, 135, 1539, 138]
page-number-badge: ১১	[1274, 31, 1378, 108]
paragraph: ভোটে জনসমর্থনের প্রতিফলন ঘটবে বলে আশা প্রকাশ করেছেন প্রার্থীরা। তারা বলেন, জনগণ উন্নয়নের পক্ষে রায় দেবে। নির্বাচনী এলাকায় প্রচারণা জমে উঠেছে। প্রার্থীরা ভোটারদের বাড়ি বাড়ি গিয়ে দোয়া চাইছেন। পাড়া-মহল্লায় উঠান বৈঠক করছেন।	[585, 1191, 923, 1256]
story-body	[407, 1971, 568, 2232]
signer-title: চীফ জুডিসিয়াল ম্যাজিস্ট্রেট (ভারপ্রাপ্ত)	[1356, 1685, 1528, 1698]
continuation-ref: (প্রথম পৃষ্ঠার পর)	[942, 977, 1032, 991]
ad-course-item: ডিপ্লোমা-ইন-ইলেকট্রনিক্স ইঞ্জিনিয়ারিং	[39, 1578, 377, 1611]
story-body	[585, 189, 923, 491]
story-body	[407, 1793, 568, 1896]
paragraph: নীলফামারীতে অপার সম্ভাবনা তৈরি হয়েছে। উত্তরা ইপিজেডে নতুন কারখানা স্থাপিত হওয়ায় হাজারো মানুষের কর্মসংস্থান হচ্ছে। বিশেষ করে নারী শ্রমিকদের অংশগ্রহণ চোখে পড়ার মতো। স্থানীয় অর্থনীতিতে এর ইতিবাচক প্রভাব পড়ছে। আশপাশের এলাকায় নতুন দোকানপাট ও আবাসন গড়ে উঠছে।	[585, 1387, 923, 1469]
paragraph: যুবদলের সাংগঠনিক কার্যক্রম জোরদারে নতুন কর্মসূচি ঘোষণা করা হয়েছে। বিভিন্ন জেলায় কর্মিসভা অনুষ্ঠিত হবে। নেতারা বলেন, সংগঠনকে শক্তিশালী করতে তৃণমূলে যাওয়ার বিকল্প নেই। আগামী দিনের আন্দোলনে যুবদল গুরুত্বপূর্ণ ভূমিকা রাখবে বলে আশা প্রকাশ করেন তারা।	[585, 548, 923, 614]
story-body	[29, 610, 388, 875]
admission-advertisement[interactable]	[29, 1260, 388, 1690]
paragraph: শিক্ষাবিদরা বলছেন, উচ্চশিক্ষার মান নিশ্চিত করতে পর্যাপ্ত শিক্ষক ও অবকাঠামো জরুরি। কলেজগুলোতে গবেষণার সুযোগ বাড়ানোর পরামর্শও দেন তারা।	[942, 840, 1108, 922]
ad-institute	[39, 1334, 377, 1394]
institute-emblem-icon	[39, 1338, 91, 1390]
list-item: ১৫। হরিরামপুর থানার মামলা নং-০৮, তারিখ-২২/৩/২০১৮ খ্রি., জি.আর নং-৭১/১৮, ধারা-৩০২/২০১/৩৪ পেনাল কোড, আসামী: মোঃ আক্তারুজ্জামান, পিতা-মোঃ সিরাজুল ইসলাম, সাং-বয়ড়া, থানা-হরিরামপুর, জেলা-মানিকগঞ্জ।	[1137, 1353, 1528, 1400]
story-headline[interactable]: মালয়েশিয়ায় বাংলাদেশি নারীর ছয় টুকরা লাশ উদ্ধার	[417, 725, 558, 821]
story-narir-jonno	[585, 905, 923, 1135]
story-byline: নিজস্ব প্রতিবেদক	[407, 231, 482, 244]
notice-law-ref: ফৌজদারী কার্যবিধির ৩৮৭(১) ধারা মতে	[1230, 380, 1435, 396]
story-ashuganj	[585, 150, 923, 491]
list-item: ১৪। দৌলতপুর থানার মামলা নং-০৫, তারিখ-৪/৩/২০১৮ খ্রি., জি.আর নং-৫২/১৮, ধারা-১৪৩/৩৪১/৩২৩/৩৭৯ পেনাল কোড, আসামী: মোঃ মজিবর রহমান, পিতা-মৃত আলতাফ হোসেন, সাং-খলসী, থানা-দৌলতপুর, জেলা-মানিকগঞ্জ।	[1137, 1302, 1528, 1348]
paragraph: পুলিশের প্রাথমিক ধারণা, হত্যার পর লাশ গুম করতে টুকরা টুকরা করা হয়। এ ঘটনায় সন্দেহভাজন কয়েকজনকে জিজ্ঞাসাবাদের জন্য আটক করা হয়েছে। কুয়ালালামপুরে বাংলাদেশ হাইকমিশন বিষয়টি খতিয়ে দেখছে বলে জানা গেছে। নিহতের পরিচয় নিশ্চিত হতে ডিএনএ পরীক্ষা করা হবে।	[407, 1010, 568, 1161]
paragraph: পরিবেশবিদরা বলেন, জলাশয় ও গাছপালা রক্ষা করা গেলে এমন বিরল পাখির আনাগোনা বাড়বে। জীববৈচিত্র্য সংরক্ষণে সবাইকে এগিয়ে আসার আহ্বান জানান তারা।	[407, 1639, 568, 1739]
story-body	[585, 1386, 923, 1599]
continuation-ref: (শেষের পৃষ্ঠার পর)	[585, 672, 683, 685]
story-headline[interactable]: ইংল্যান্ড না	[1287, 149, 1378, 173]
paragraph: অর্থনীতিবিদরা বলছেন, বিনিয়োগ পরিবেশ উন্নত করতে আমলাতান্ত্রিক জটিলতা কমাতে হবে। বিদেশি বিনিয়োগ আকর্ষণে নীতির ধারাবাহিকতা জরুরি। অবকাঠামো উন্নয়নের পাশাপাশি সুশাসন নিশ্চিত করার ওপরও গুরুত্বারোপ করেন তারা।	[942, 1448, 1108, 1583]
story-headline[interactable]: স্বর্ণ পাখি	[450, 1290, 524, 1315]
newspaper-logo[interactable]	[29, 35, 404, 118]
paragraph: উপযুক্ত সময়ে সিদ্ধান্ত নেওয়া হবে বলে জানিয়েছেন সংশ্লিষ্টরা। তারা বলেন, সব দিক বিবেচনা করেই পদক্ষেপ নেওয়া হবে। তাড়াহুড়া করে কোনো সিদ্ধান্ত নেওয়া হবে না। জনস্বার্থকে সবচেয়ে বেশি প্রাধান্য দেওয়া হবে।	[942, 977, 1108, 1095]
continuation-ref: (প্রথম পৃষ্ঠার পর)	[29, 931, 112, 945]
paragraph: বন বিভাগের কর্মকর্তারা জানান, পাখিটিকে বিরক্ত না করতে এলাকাবাসীকে অনুরোধ করা হয়েছে। পরিযায়ী পাখি হিসেবে এটি হয়তো সাময়িক সময়ের জন্য এখানে আশ্রয় নিয়েছে। পাখির নিরাপত্তায় স্থানীয়ভাবে নজরদারি বাড়ানো হয়েছে। শিকারিদের হাত থেকে রক্ষায় সচেতনতামূলক প্রচারণাও চালানো হচ্ছে।	[407, 1464, 568, 1633]
continuation-ref: (শেষের পৃষ্ঠার পর)	[585, 940, 678, 954]
